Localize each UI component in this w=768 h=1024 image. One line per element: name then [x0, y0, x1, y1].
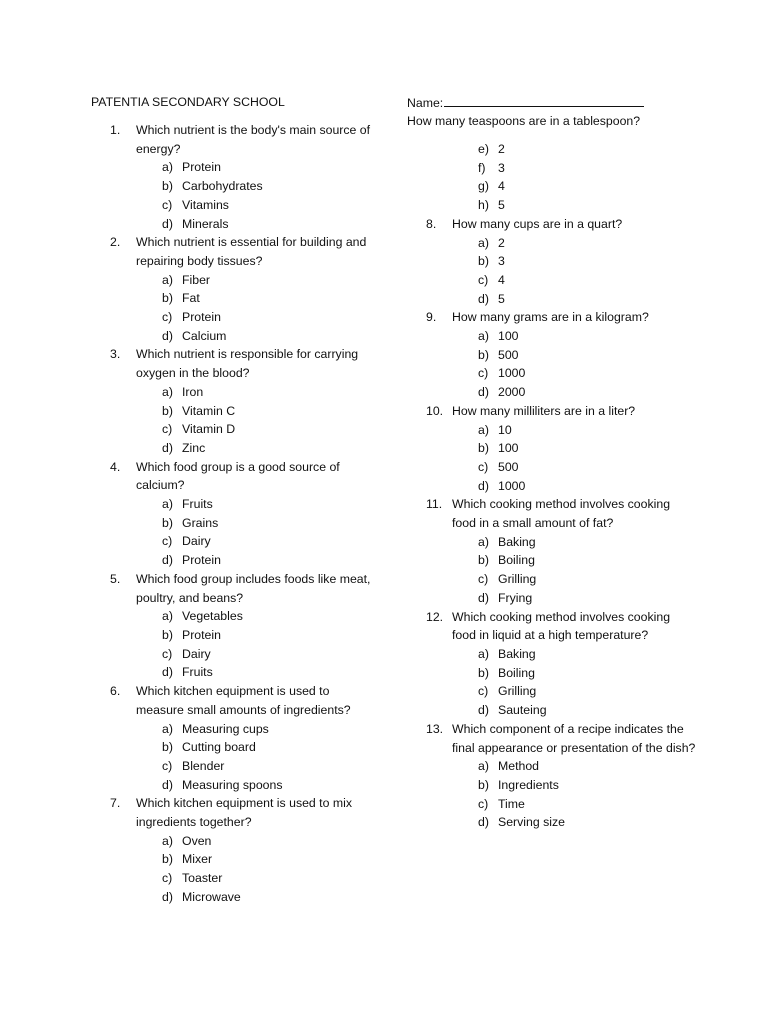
- answer-option: [478, 140, 696, 159]
- answer-options: [426, 645, 696, 720]
- answer-option: [478, 327, 696, 346]
- option-text: Grilling: [498, 572, 537, 587]
- option-letter: b): [162, 179, 173, 194]
- option-letter: c): [162, 871, 173, 886]
- option-text: Dairy: [182, 534, 211, 549]
- question-number: 10.: [426, 403, 444, 418]
- option-letter: d): [478, 703, 489, 718]
- answer-options: [110, 158, 372, 233]
- option-letter: c): [162, 758, 173, 773]
- option-text: Baking: [498, 534, 536, 549]
- question-number: 2.: [110, 235, 121, 250]
- name-field: [407, 93, 644, 113]
- option-text: Protein: [182, 627, 221, 642]
- option-letter: b): [478, 777, 489, 792]
- option-letter: a): [478, 422, 489, 437]
- answer-option: [162, 720, 372, 739]
- answer-options: [110, 607, 372, 682]
- answer-options: [426, 757, 696, 832]
- answer-option: [478, 458, 696, 477]
- option-letter: b): [162, 627, 173, 642]
- answer-option: [162, 308, 372, 327]
- option-text: Protein: [182, 553, 221, 568]
- question-number: 5.: [110, 571, 121, 586]
- answer-option: [478, 757, 696, 776]
- option-letter: a): [162, 160, 173, 175]
- option-text: 100: [498, 329, 519, 344]
- question-1: [110, 121, 372, 233]
- option-text: 10: [498, 422, 512, 437]
- option-text: Grilling: [498, 684, 537, 699]
- answer-option: [162, 869, 372, 888]
- option-text: Fruits: [182, 497, 213, 512]
- option-letter: c): [162, 310, 173, 325]
- option-text: Fiber: [182, 272, 211, 287]
- answer-option: [162, 663, 372, 682]
- name-blank-line: [444, 93, 644, 107]
- option-text: 2: [498, 142, 505, 156]
- option-text: Dairy: [182, 646, 211, 661]
- option-text: 1000: [498, 478, 526, 493]
- option-text: Vitamin C: [182, 403, 236, 418]
- question-number: 1.: [110, 123, 121, 137]
- answer-option: [162, 607, 372, 626]
- option-text: 2: [498, 235, 505, 250]
- answer-option: [162, 738, 372, 757]
- option-letter: c): [162, 422, 173, 437]
- option-letter: b): [162, 403, 173, 418]
- option-text: Toaster: [182, 871, 223, 886]
- option-text: Measuring spoons: [182, 777, 283, 792]
- option-letter: c): [478, 366, 489, 381]
- answer-option: [478, 533, 696, 552]
- question-text: Which kitchen equipment is used to measure small amounts of ingredients?: [136, 684, 351, 717]
- question-number: 6.: [110, 684, 121, 699]
- option-letter: c): [478, 684, 489, 699]
- answer-option: [162, 177, 372, 196]
- question-text: Which cooking method involves cooking food in a small amount of fat?: [452, 497, 671, 531]
- answer-option: [478, 701, 696, 720]
- question-10: [426, 402, 696, 496]
- option-letter: a): [162, 609, 173, 624]
- answer-options: [110, 383, 372, 458]
- question-number: 3.: [110, 347, 121, 362]
- answer-option: [478, 421, 696, 440]
- option-text: Mixer: [182, 852, 213, 867]
- answer-options: [426, 327, 696, 402]
- option-letter: b): [162, 291, 173, 306]
- question-number: 11.: [426, 497, 443, 512]
- option-text: Vegetables: [182, 609, 243, 624]
- answer-option: [162, 514, 372, 533]
- intro-options: [426, 140, 696, 215]
- answer-option: [478, 234, 696, 253]
- option-letter: c): [478, 796, 489, 811]
- question-text: How many cups are in a quart?: [452, 216, 623, 231]
- option-letter: d): [478, 291, 489, 306]
- name-label: Name:: [407, 96, 444, 110]
- answer-options: [426, 234, 696, 309]
- option-text: Boiling: [498, 553, 535, 568]
- option-text: Microwave: [182, 889, 241, 904]
- answer-option: [478, 159, 696, 178]
- option-letter: b): [478, 347, 489, 362]
- option-text: Serving size: [498, 815, 565, 830]
- option-text: 500: [498, 459, 519, 474]
- question-9: [426, 308, 696, 402]
- answer-option: [478, 346, 696, 365]
- option-letter: c): [162, 197, 173, 212]
- option-letter: b): [478, 254, 489, 269]
- option-letter: d): [478, 590, 489, 605]
- question-text: Which kitchen equipment is used to mix ingredients together?: [136, 796, 352, 830]
- answer-option: [162, 439, 372, 458]
- question-number: 8.: [426, 216, 437, 231]
- option-letter: d): [162, 328, 173, 343]
- option-text: Carbohydrates: [182, 179, 263, 194]
- question-intro-text: How many teaspoons are in a tablespoon?: [407, 114, 641, 128]
- right-column: [426, 140, 696, 832]
- answer-option: [162, 158, 372, 177]
- option-text: 1000: [498, 366, 526, 381]
- option-letter: d): [478, 815, 489, 830]
- option-letter: b): [162, 740, 173, 755]
- answer-option: [478, 477, 696, 496]
- option-letter: a): [478, 534, 489, 549]
- question-text: Which component of a recipe indicates the final appearance or presentation of the dish?: [452, 721, 696, 755]
- option-text: Vitamin D: [182, 422, 236, 437]
- option-letter: a): [162, 384, 173, 399]
- answer-options: [110, 271, 372, 346]
- option-letter: b): [478, 441, 489, 456]
- option-text: 3: [498, 254, 505, 269]
- question-11: [426, 495, 696, 607]
- option-letter: c): [478, 572, 489, 587]
- option-text: Grains: [182, 515, 219, 530]
- answer-option: [162, 532, 372, 551]
- option-letter: b): [478, 665, 489, 680]
- option-letter: b): [162, 515, 173, 530]
- option-text: Sauteing: [498, 703, 547, 718]
- option-letter: a): [162, 833, 173, 848]
- answer-option: [162, 215, 372, 234]
- option-letter: c): [162, 646, 173, 661]
- answer-option: [478, 645, 696, 664]
- option-letter: c): [478, 459, 489, 474]
- option-letter: d): [478, 385, 489, 400]
- option-text: Calcium: [182, 328, 227, 343]
- option-letter: d): [162, 440, 173, 455]
- question-4: [110, 458, 372, 570]
- option-text: Time: [498, 796, 525, 811]
- option-text: Boiling: [498, 665, 535, 680]
- option-text: Vitamins: [182, 197, 229, 212]
- answer-option: [162, 383, 372, 402]
- option-letter: c): [162, 534, 173, 549]
- question-2: [110, 233, 372, 345]
- option-text: Method: [498, 759, 540, 774]
- question-text: Which nutrient is essential for building and repairing body tissues?: [136, 235, 367, 268]
- answer-option: [162, 888, 372, 907]
- answer-option: [478, 177, 696, 196]
- option-text: Frying: [498, 590, 533, 605]
- answer-option: [478, 252, 696, 271]
- question-13: [426, 720, 696, 832]
- answer-option: [162, 196, 372, 215]
- question-7: [110, 794, 372, 906]
- option-letter: a): [162, 497, 173, 512]
- answer-options: [426, 421, 696, 496]
- answer-option: [478, 570, 696, 589]
- option-text: 100: [498, 441, 519, 456]
- option-text: Zinc: [182, 440, 206, 455]
- option-text: Blender: [182, 758, 225, 773]
- question-text: Which nutrient is the body's main source of energy?: [136, 123, 371, 156]
- question-12: [426, 608, 696, 720]
- option-text: Measuring cups: [182, 721, 269, 736]
- question-text: Which food group is a good source of calcium?: [136, 459, 340, 493]
- answer-option: [478, 364, 696, 383]
- school-name: PATENTIA SECONDARY SCHOOL: [91, 95, 285, 109]
- question-text: How many grams are in a kilogram?: [452, 310, 649, 325]
- question-text: Which food group includes foods like meat, poultry, and beans?: [136, 571, 371, 605]
- answer-option: [478, 589, 696, 608]
- question-6: [110, 682, 372, 794]
- answer-option: [478, 271, 696, 290]
- option-letter: d): [162, 777, 173, 792]
- left-column: [110, 121, 372, 907]
- option-text: 500: [498, 347, 519, 362]
- option-letter: a): [478, 329, 489, 344]
- question-number: 4.: [110, 459, 121, 474]
- option-letter: a): [162, 272, 173, 287]
- question-text: Which cooking method involves cooking food in liquid at a high temperature?: [452, 609, 671, 643]
- option-letter: a): [478, 759, 489, 774]
- option-letter: f): [478, 160, 486, 175]
- question-number: 12.: [426, 609, 444, 624]
- answer-option: [478, 682, 696, 701]
- option-letter: a): [478, 235, 489, 250]
- option-text: Oven: [182, 833, 212, 848]
- question-number: 9.: [426, 310, 437, 325]
- answer-option: [478, 383, 696, 402]
- answer-option: [478, 776, 696, 795]
- option-text: Protein: [182, 310, 221, 325]
- question-text: How many milliliters are in a liter?: [452, 403, 636, 418]
- answer-option: [478, 551, 696, 570]
- answer-options: [110, 495, 372, 570]
- answer-options: [110, 720, 372, 795]
- option-letter: g): [478, 179, 489, 194]
- answer-option: [162, 271, 372, 290]
- option-text: 5: [498, 291, 505, 306]
- option-letter: d): [162, 553, 173, 568]
- answer-options: [110, 832, 372, 907]
- answer-option: [162, 832, 372, 851]
- answer-option: [162, 626, 372, 645]
- option-text: 4: [498, 272, 505, 287]
- option-letter: d): [162, 889, 173, 904]
- answer-option: [162, 420, 372, 439]
- option-text: Ingredients: [498, 777, 559, 792]
- answer-option: [478, 290, 696, 309]
- option-text: 4: [498, 179, 505, 194]
- option-text: 2000: [498, 385, 526, 400]
- answer-option: [162, 495, 372, 514]
- option-text: Protein: [182, 160, 221, 175]
- answer-option: [478, 795, 696, 814]
- option-text: Fruits: [182, 665, 213, 680]
- option-text: 3: [498, 160, 505, 175]
- answer-option: [478, 813, 696, 832]
- answer-option: [162, 289, 372, 308]
- option-letter: a): [162, 721, 173, 736]
- answer-option: [478, 196, 696, 215]
- question-8: [426, 215, 696, 309]
- answer-option: [162, 645, 372, 664]
- option-letter: b): [478, 553, 489, 568]
- option-letter: d): [162, 216, 173, 231]
- answer-option: [162, 757, 372, 776]
- option-letter: d): [162, 665, 173, 680]
- question-text: Which nutrient is responsible for carrying oxygen in the blood?: [136, 347, 359, 381]
- option-letter: e): [478, 142, 489, 156]
- answer-option: [162, 402, 372, 421]
- option-letter: d): [478, 478, 489, 493]
- option-text: Cutting board: [182, 740, 256, 755]
- question-number: 7.: [110, 796, 121, 811]
- option-text: Iron: [182, 384, 204, 399]
- option-text: Fat: [182, 291, 200, 306]
- answer-options: [426, 533, 696, 608]
- question-3: [110, 345, 372, 457]
- option-text: Baking: [498, 646, 536, 661]
- option-letter: a): [478, 646, 489, 661]
- answer-option: [162, 776, 372, 795]
- option-letter: h): [478, 198, 489, 213]
- option-text: 5: [498, 198, 505, 213]
- answer-option: [478, 439, 696, 458]
- option-letter: b): [162, 852, 173, 867]
- option-text: Minerals: [182, 216, 229, 231]
- question-5: [110, 570, 372, 682]
- option-letter: c): [478, 272, 489, 287]
- question-number: 13.: [426, 721, 444, 736]
- answer-option: [162, 551, 372, 570]
- answer-option: [162, 327, 372, 346]
- answer-option: [162, 850, 372, 869]
- answer-option: [478, 664, 696, 683]
